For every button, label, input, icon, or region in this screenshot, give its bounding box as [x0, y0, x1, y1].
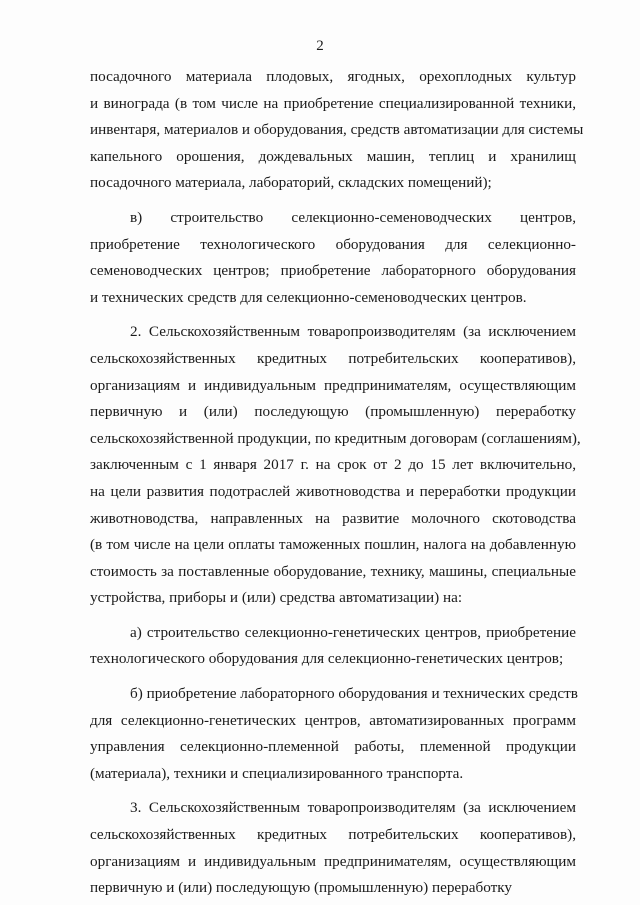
text-line: 2. Сельскохозяйственным товаропроизводителям (за исключением [130, 323, 576, 341]
text-line: семеноводческих центров; приобретение лабораторного оборудования [90, 262, 576, 280]
text-line: технологического оборудования для селекционно-генетических центров; [90, 650, 564, 668]
text-line: заключенным с 1 января 2017 г. на срок от 2 до 15 лет включительно, [90, 456, 576, 474]
page-number: 2 [316, 38, 324, 54]
text-line: посадочного материала плодовых, ягодных, орехоплодных культур [90, 68, 576, 85]
text-line: инвентаря, материалов и оборудования, средств автоматизации для системы [90, 121, 584, 139]
text-line: управления селекционно-племенной работы, племенной продукции [90, 738, 576, 756]
document-body [90, 64, 584, 910]
text-line: сельскохозяйственных кредитных потребительских кооперативов), [90, 349, 576, 367]
text-line: капельного орошения, дождевальных машин, теплиц и хранилищ [90, 147, 576, 165]
text-line: а) строительство селекционно-генетических центров, приобретение [130, 623, 576, 641]
paragraph [90, 205, 576, 311]
paragraph [90, 620, 576, 673]
text-line: для селекционно-генетических центров, автоматизированных программ [90, 711, 576, 729]
text-line: стоимость за поставленные оборудование, технику, машины, специальные [90, 562, 576, 580]
text-line: сельскохозяйственных кредитных потребительских кооперативов), [90, 826, 576, 844]
text-line: устройства, приборы и (или) средства автоматизации) на: [90, 589, 463, 607]
paragraph [90, 795, 576, 901]
text-line: животноводства, направленных на развитие молочного скотоводства [90, 509, 576, 527]
text-line: сельскохозяйственной продукции, по кредитным договорам (соглашениям), [90, 429, 581, 447]
text-line: организациям и индивидуальным предпринимателям, осуществляющим [90, 852, 576, 870]
text-line: организациям и индивидуальным предпринимателям, осуществляющим [90, 376, 576, 394]
text-line: и технических средств для селекционно-семеноводческих центров. [90, 288, 527, 306]
text-line: (в том числе на цели оплаты таможенных пошлин, налога на добавленную [90, 536, 576, 554]
paragraph [90, 64, 584, 197]
text-line: приобретение технологического оборудования для селекционно- [90, 235, 576, 253]
text-line: на цели развития подотраслей животноводства и переработки продукции [90, 482, 576, 500]
paragraph [90, 319, 581, 612]
text-line: посадочного материала, лабораторий, складских помещений); [90, 174, 492, 192]
text-line: и винограда (в том числе на приобретение специализированной техники, [90, 94, 576, 112]
text-line: 3. Сельскохозяйственным товаропроизводителям (за исключением [130, 799, 576, 817]
text-line: в) строительство селекционно-семеноводческих центров, [130, 208, 576, 226]
text-line: первичную и (или) последующую (промышленную) переработку [90, 879, 513, 897]
text-line: б) приобретение лабораторного оборудования и технических средств [130, 685, 578, 703]
text-line: (материала), техники и специализированного транспорта. [90, 764, 464, 782]
paragraph [90, 681, 576, 787]
text-line: первичную и (или) последующую (промышленную) переработку [90, 403, 576, 421]
